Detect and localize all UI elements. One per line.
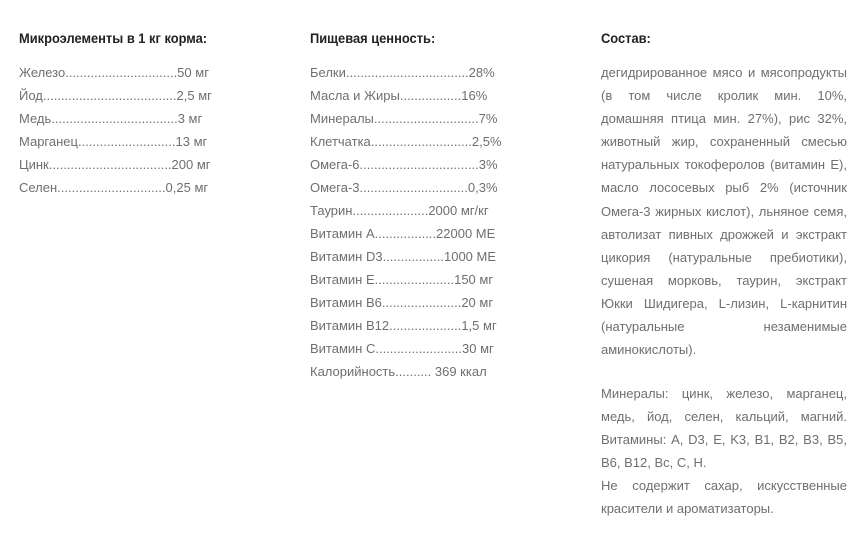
list-item: Цинк..................................200 мг xyxy=(19,157,211,172)
list-item: Калорийность.......... 369 ккал xyxy=(310,364,487,379)
list-item: Клетчатка............................2,5% xyxy=(310,134,502,149)
list-item: Селен..............................0,25 мг xyxy=(19,180,209,195)
list-item: Медь...................................3 мг xyxy=(19,111,203,126)
list-item: Витамин А.................22000 МЕ xyxy=(310,226,496,241)
list-item: Витамин D3.................1000 МЕ xyxy=(310,249,497,264)
list-item: Минералы.............................7% xyxy=(310,111,498,126)
list-item: Омега-6.................................3% xyxy=(310,157,498,172)
composition-note: Не содержит сахар, искусственные красители и ароматизаторы. xyxy=(601,478,847,517)
list-item: Витамин Е......................150 мг xyxy=(310,272,494,287)
list-item: Витамин С........................30 мг xyxy=(310,341,494,356)
microelements-heading: Микроэлементы в 1 кг корма: xyxy=(19,30,208,46)
nutrition-heading: Пищевая ценность: xyxy=(310,30,436,46)
list-item: Белки..................................28% xyxy=(310,65,495,80)
list-item: Витамин В12....................1,5 мг xyxy=(310,318,497,333)
list-item: Таурин.....................2000 мг/кг xyxy=(310,203,489,218)
composition-heading: Состав: xyxy=(601,30,651,46)
list-item: Масла и Жиры.................16% xyxy=(310,88,488,103)
list-item: Железо...............................50 мг xyxy=(19,65,209,80)
list-item: Омега-3..............................0,3% xyxy=(310,180,498,195)
list-item: Марганец...........................13 мг xyxy=(19,134,208,149)
list-item: Витамин В6......................20 мг xyxy=(310,295,494,310)
composition-ingredients: дегидрированное мясо и мясопродукты (в том числе кролик мин. 10%, домашняя птица мин. 27%), рис 32%, животный жир, сохраненный смесью натуральных токоферолов (витамин E), масло лососевых рыб 2% (источник Омега-3 жирных кислот), льняное семя, автолизат пивных дрожжей и экстракт цикория (натуральные пребиотики), сушеная морковь, таурин, экстракт Юкки Шидигера, L-лизин, L-карнитин (натуральные незаменимые аминокислоты). xyxy=(601,65,847,358)
nutrition-list xyxy=(310,61,502,383)
list-item: Йод.....................................2,5 мг xyxy=(19,88,212,103)
composition-minerals-vitamins: Минералы: цинк, железо, марганец, медь, йод, селен, кальций, магний. Витамины: A, D3, E, K3, B1, B2, B3, B5, B6, B12, Bc, C, H. xyxy=(601,386,847,471)
microelements-list xyxy=(19,61,212,199)
